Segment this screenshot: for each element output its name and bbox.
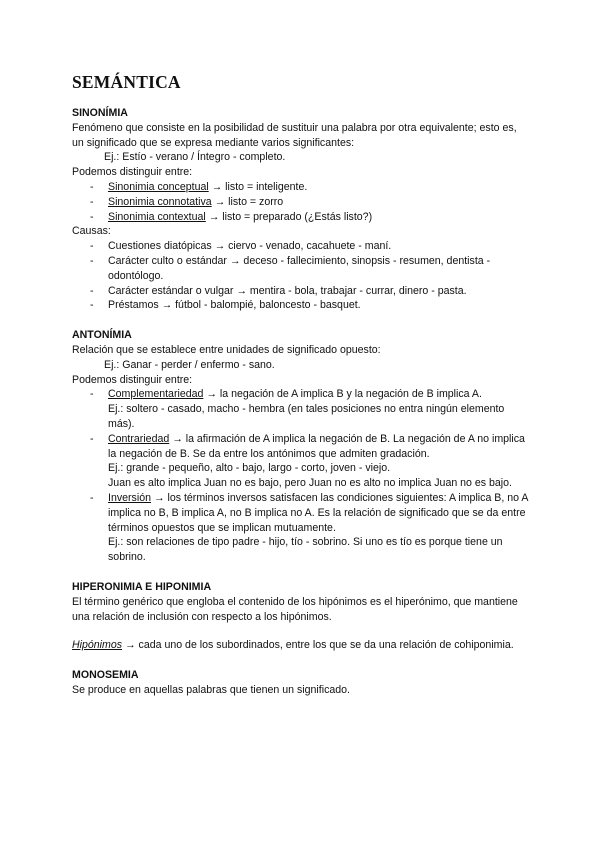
spacer <box>72 624 528 638</box>
list-item <box>72 180 528 195</box>
page-title: SEMÁNTICA <box>72 72 181 92</box>
causes-list <box>72 239 528 313</box>
term-description: → listo = zorro <box>211 195 284 208</box>
term-description: → listo = inteligente. <box>208 180 308 193</box>
term-description: → listo = preparado (¿Estás listo?) <box>205 210 373 223</box>
list-item <box>72 210 528 225</box>
example: Ej.: Ganar - perder / enfermo - sano. <box>104 358 275 371</box>
example: Ej.: son relaciones de tipo padre - hijo, tío - sobrino. Si uno es tío es porque tiene un sobrino. <box>108 536 503 564</box>
list-item: - Carácter culto o estándar → deceso - fallecimiento, sinopsis - resumen, dentista - odontólogo. <box>72 254 528 284</box>
term-description: → los términos inversos satisfacen las condiciones siguientes: A implica B, no A implica no B, B implica A, no B implica no A. Es la relación de significado que se da entre términos opuestos que se implican mutuamente. <box>108 491 528 534</box>
example: Ej.: soltero - casado, macho - hembra (en tales posiciones no entra ningún elemento más). <box>108 403 505 430</box>
term-description: → la afirmación de A implica la negación de B. La negación de A no implica la negación de B. Se da entre los antónimos que admiten gradación. <box>108 432 525 460</box>
list-item <box>72 195 528 210</box>
definition: Fenómeno que consiste en la posibilidad de sustituir una palabra por otra equivalente; esto es, un significado que se expresa mediante varios significantes: <box>72 121 517 149</box>
term: Sinonimia contextual <box>108 210 206 223</box>
list-item <box>72 387 528 431</box>
section-heading: HIPERONIMIA E HIPONIMIA <box>72 580 212 593</box>
term: Contrariedad <box>108 432 170 445</box>
section-antonimia <box>72 328 528 565</box>
spacer <box>72 653 528 668</box>
sinonimia-types-list <box>72 180 528 224</box>
list-item <box>72 491 528 565</box>
section-monosemia <box>72 668 528 698</box>
term-description: → la negación de A implica B y la negación de B implica A. <box>203 388 482 401</box>
term: Hipónimos <box>72 639 123 652</box>
distinguish-intro: Podemos distinguir entre: <box>72 373 193 386</box>
list-item: - Cuestiones diatópicas → ciervo - venado, cacahuete - maní. <box>72 239 528 254</box>
term: Sinonimia connotativa <box>108 195 212 208</box>
example: Ej.: grande - pequeño, alto - bajo, largo - corto, joven - viejo. <box>108 462 391 475</box>
spacer <box>72 565 528 580</box>
hiponimos-paragraph <box>72 638 528 653</box>
section-heading: ANTONÍMIA <box>72 329 132 342</box>
term: Complementariedad <box>108 388 204 401</box>
spacer <box>72 313 528 328</box>
list-item: - Préstamos → fútbol - balompié, baloncesto - basquet. <box>72 298 528 313</box>
definition: Relación que se establece entre unidades de significado opuesto: <box>72 343 381 356</box>
term: Sinonimia conceptual <box>108 180 209 193</box>
section-sinonimia <box>72 106 528 313</box>
term-description: → cada uno de los subordinados, entre los que se da una relación de cohiponimia. <box>122 639 514 652</box>
section-heading: SINONÍMIA <box>72 107 128 119</box>
list-item: - Carácter estándar o vulgar → mentira - bola, trabajar - currar, dinero - pasta. <box>72 284 528 299</box>
example: Juan es alto implica Juan no es bajo, pero Juan no es alto no implica Juan no es bajo. <box>108 477 512 490</box>
example: Ej.: Estío - verano / Íntegro - completo. <box>104 151 286 164</box>
document-body <box>72 106 528 698</box>
section-hiperonimia <box>72 580 528 653</box>
distinguish-intro: Podemos distinguir entre: <box>72 166 193 179</box>
section-heading: MONOSEMIA <box>72 669 139 682</box>
definition: El término genérico que engloba el contenido de los hipónimos es el hiperónimo, que mantiene una relación de inclusión con respecto a los hipónimos. <box>72 595 518 623</box>
term: Inversión <box>108 491 151 504</box>
list-item <box>72 432 528 491</box>
definition: Se produce en aquellas palabras que tienen un significado. <box>72 683 350 696</box>
antonimia-types-list <box>72 387 528 565</box>
causes-intro: Causas: <box>72 225 111 238</box>
